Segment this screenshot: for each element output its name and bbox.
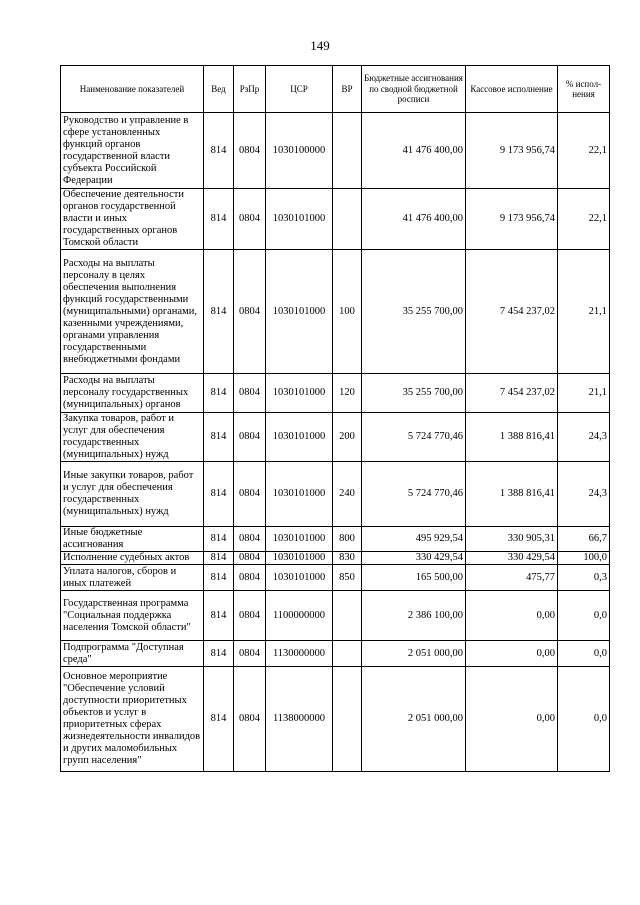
row-rzpr: 0804 xyxy=(234,667,266,772)
table-row xyxy=(61,189,610,250)
row-execution-percent: 0,3 xyxy=(558,565,610,591)
row-rzpr: 0804 xyxy=(234,189,266,250)
row-csr: 1030101000 xyxy=(266,565,333,591)
row-vr xyxy=(333,591,362,641)
row-name: Подпрограмма "Доступная среда" xyxy=(61,641,204,667)
table-header-row xyxy=(61,66,610,113)
row-vr xyxy=(333,667,362,772)
row-execution-percent: 0,0 xyxy=(558,667,610,772)
row-assignments: 41 476 400,00 xyxy=(362,189,466,250)
row-cash-execution: 475,77 xyxy=(466,565,558,591)
row-execution-percent: 21,1 xyxy=(558,374,610,413)
row-cash-execution: 0,00 xyxy=(466,667,558,772)
row-name: Уплата налогов, сборов и иных платежей xyxy=(61,565,204,591)
row-name: Исполнение судебных актов xyxy=(61,552,204,565)
row-assignments: 35 255 700,00 xyxy=(362,250,466,374)
row-rzpr: 0804 xyxy=(234,565,266,591)
row-ved: 814 xyxy=(204,641,234,667)
row-cash-execution: 7 454 237,02 xyxy=(466,250,558,374)
row-csr: 1030101000 xyxy=(266,189,333,250)
row-assignments: 165 500,00 xyxy=(362,565,466,591)
row-assignments: 2 386 100,00 xyxy=(362,591,466,641)
row-csr: 1100000000 xyxy=(266,591,333,641)
row-rzpr: 0804 xyxy=(234,462,266,527)
row-assignments: 41 476 400,00 xyxy=(362,113,466,189)
row-rzpr: 0804 xyxy=(234,641,266,667)
row-assignments: 330 429,54 xyxy=(362,552,466,565)
row-name: Расходы на выплаты персоналу государственных (муниципальных) органов xyxy=(61,374,204,413)
table-row xyxy=(61,565,610,591)
row-name: Иные бюджетные ассигнования xyxy=(61,527,204,552)
row-assignments: 2 051 000,00 xyxy=(362,641,466,667)
row-cash-execution: 9 173 956,74 xyxy=(466,189,558,250)
row-cash-execution: 9 173 956,74 xyxy=(466,113,558,189)
row-name: Обеспечение деятельности органов государственной власти и иных государственных органов Томской области xyxy=(61,189,204,250)
row-name: Расходы на выплаты персоналу в целях обеспечения выполнения функций государственными (муниципальными) органами, казенными учреждениями, органами управления государственными внебюджетными фондами xyxy=(61,250,204,374)
header-ved: Вед xyxy=(204,66,234,113)
row-assignments: 2 051 000,00 xyxy=(362,667,466,772)
row-execution-percent: 22,1 xyxy=(558,113,610,189)
header-name: Наименование показателей xyxy=(61,66,204,113)
row-ved: 814 xyxy=(204,591,234,641)
row-csr: 1030101000 xyxy=(266,462,333,527)
row-vr: 200 xyxy=(333,413,362,462)
row-name: Руководство и управление в сфере установленных функций органов государственной власти субъекта Российской Федерации xyxy=(61,113,204,189)
header-assignments: Бюджетные ассигнования по сводной бюджетной росписи xyxy=(362,66,466,113)
header-vr: ВР xyxy=(333,66,362,113)
row-rzpr: 0804 xyxy=(234,250,266,374)
budget-table xyxy=(60,65,610,772)
row-execution-percent: 66,7 xyxy=(558,527,610,552)
row-name: Государственная программа "Социальная поддержка населения Томской области" xyxy=(61,591,204,641)
table-row xyxy=(61,462,610,527)
row-ved: 814 xyxy=(204,527,234,552)
row-cash-execution: 330 429,54 xyxy=(466,552,558,565)
row-execution-percent: 22,1 xyxy=(558,189,610,250)
row-rzpr: 0804 xyxy=(234,527,266,552)
table-row xyxy=(61,591,610,641)
row-vr: 240 xyxy=(333,462,362,527)
row-ved: 814 xyxy=(204,565,234,591)
row-ved: 814 xyxy=(204,113,234,189)
table-row xyxy=(61,113,610,189)
row-csr: 1030101000 xyxy=(266,413,333,462)
table-row xyxy=(61,413,610,462)
row-execution-percent: 100,0 xyxy=(558,552,610,565)
row-cash-execution: 0,00 xyxy=(466,641,558,667)
row-cash-execution: 330 905,31 xyxy=(466,527,558,552)
row-assignments: 495 929,54 xyxy=(362,527,466,552)
page-number: 149 xyxy=(310,38,330,53)
row-cash-execution: 1 388 816,41 xyxy=(466,413,558,462)
table-row xyxy=(61,374,610,413)
row-vr xyxy=(333,113,362,189)
row-vr xyxy=(333,189,362,250)
row-csr: 1030101000 xyxy=(266,552,333,565)
row-csr: 1030101000 xyxy=(266,250,333,374)
row-ved: 814 xyxy=(204,552,234,565)
row-assignments: 35 255 700,00 xyxy=(362,374,466,413)
header-rzpr: РзПр xyxy=(234,66,266,113)
table-row xyxy=(61,552,610,565)
table-row xyxy=(61,667,610,772)
row-cash-execution: 0,00 xyxy=(466,591,558,641)
row-assignments: 5 724 770,46 xyxy=(362,413,466,462)
row-rzpr: 0804 xyxy=(234,591,266,641)
row-csr: 1030101000 xyxy=(266,374,333,413)
row-vr xyxy=(333,641,362,667)
row-rzpr: 0804 xyxy=(234,413,266,462)
row-rzpr: 0804 xyxy=(234,374,266,413)
row-execution-percent: 24,3 xyxy=(558,413,610,462)
row-cash-execution: 7 454 237,02 xyxy=(466,374,558,413)
row-assignments: 5 724 770,46 xyxy=(362,462,466,527)
row-vr: 120 xyxy=(333,374,362,413)
row-name: Иные закупки товаров, работ и услуг для обеспечения государственных (муниципальных) нужд xyxy=(61,462,204,527)
row-rzpr: 0804 xyxy=(234,113,266,189)
table-row xyxy=(61,527,610,552)
row-execution-percent: 21,1 xyxy=(558,250,610,374)
header-csr: ЦСР xyxy=(266,66,333,113)
row-ved: 814 xyxy=(204,250,234,374)
row-ved: 814 xyxy=(204,667,234,772)
row-ved: 814 xyxy=(204,462,234,527)
header-execution-percent: % испол-нения xyxy=(558,66,610,113)
row-csr: 1030101000 xyxy=(266,527,333,552)
row-ved: 814 xyxy=(204,189,234,250)
row-vr: 850 xyxy=(333,565,362,591)
table-row xyxy=(61,641,610,667)
row-csr: 1130000000 xyxy=(266,641,333,667)
row-cash-execution: 1 388 816,41 xyxy=(466,462,558,527)
row-csr: 1030100000 xyxy=(266,113,333,189)
row-csr: 1138000000 xyxy=(266,667,333,772)
row-name: Закупка товаров, работ и услуг для обеспечения государственных (муниципальных) нужд xyxy=(61,413,204,462)
row-vr: 100 xyxy=(333,250,362,374)
row-execution-percent: 24,3 xyxy=(558,462,610,527)
row-name: Основное мероприятие "Обеспечение условий доступности приоритетных объектов и услуг в приоритетных сферах жизнедеятельности инвалидов и других маломобильных групп населения" xyxy=(61,667,204,772)
row-execution-percent: 0,0 xyxy=(558,591,610,641)
table-row xyxy=(61,250,610,374)
row-vr: 800 xyxy=(333,527,362,552)
row-ved: 814 xyxy=(204,374,234,413)
header-cash-execution: Кассовое исполнение xyxy=(466,66,558,113)
row-vr: 830 xyxy=(333,552,362,565)
row-execution-percent: 0,0 xyxy=(558,641,610,667)
row-rzpr: 0804 xyxy=(234,552,266,565)
row-ved: 814 xyxy=(204,413,234,462)
